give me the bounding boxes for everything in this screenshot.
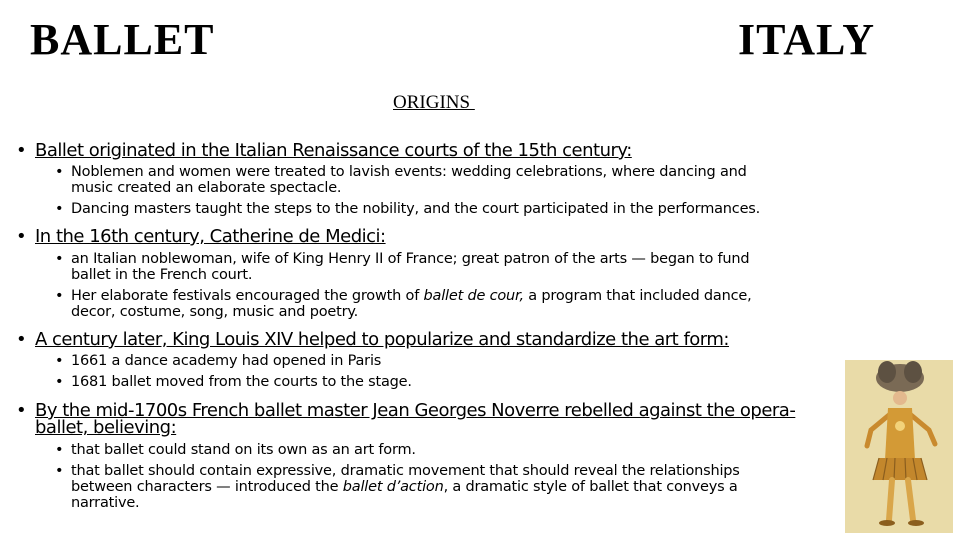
sub-bullet-line: ballet in the French court. bbox=[71, 267, 253, 283]
subtitle-origins: ORIGINS bbox=[393, 92, 475, 113]
bullet-glyph: • bbox=[55, 353, 64, 369]
bullet-glyph: • bbox=[16, 226, 27, 247]
ballet-de-cour-term: ballet de cour, bbox=[423, 288, 524, 304]
sub-bullet-line: Dancing masters taught the steps to the nobility, and the court participated in the performances. bbox=[71, 201, 761, 217]
portrait-illustration bbox=[845, 360, 953, 533]
sub-bullet-line: 1661 a dance academy had opened in Paris bbox=[71, 353, 382, 369]
title-ballet: BALLET bbox=[30, 15, 215, 64]
bullet-text: Ballet originated in the Italian Renaissance courts of the 15th century: bbox=[35, 140, 632, 161]
sub-bullet-line: decor, costume, song, music and poetry. bbox=[71, 304, 359, 320]
bullet-glyph: • bbox=[55, 374, 64, 390]
ballet-daction-term: ballet d’action bbox=[342, 479, 444, 495]
bullet-text: By the mid-1700s French ballet master Jean Georges Noverre rebelled against the opera- bbox=[35, 400, 796, 421]
sub-bullet-line: a program that included dance, bbox=[523, 288, 752, 304]
sub-bullet-line: between characters — introduced the bbox=[71, 479, 343, 495]
title-italy: ITALY bbox=[738, 15, 876, 64]
sub-bullet-line: Noblemen and women were treated to lavish events: wedding celebrations, where dancing and bbox=[71, 164, 747, 180]
louis-xiv-ballet-costume-portrait bbox=[845, 360, 953, 533]
bullet-glyph: • bbox=[55, 442, 64, 458]
bullet-glyph: • bbox=[55, 463, 64, 479]
bullet-text: ballet, believing: bbox=[35, 417, 177, 438]
bullet-glyph: • bbox=[55, 201, 64, 217]
bullet-glyph: • bbox=[55, 251, 64, 267]
sub-bullet-line: an Italian noblewoman, wife of King Henry II of France; great patron of the arts — began to fund bbox=[71, 251, 750, 267]
sub-bullet-line: , a dramatic style of ballet that conveys a bbox=[443, 479, 738, 495]
bullet-glyph: • bbox=[16, 140, 27, 161]
bullet-text: In the 16th century, Catherine de Medici: bbox=[35, 226, 386, 247]
bullet-glyph: • bbox=[16, 329, 27, 350]
bullet-glyph: • bbox=[55, 288, 64, 304]
bullet-glyph: • bbox=[55, 164, 64, 180]
sub-bullet-line: that ballet could stand on its own as an art form. bbox=[71, 442, 416, 458]
sub-bullet-line: music created an elaborate spectacle. bbox=[71, 180, 342, 196]
sub-bullet-line: narrative. bbox=[71, 495, 140, 511]
sub-bullet-line: that ballet should contain expressive, dramatic movement that should reveal the relationships bbox=[71, 463, 740, 479]
bullet-glyph: • bbox=[16, 400, 27, 421]
bullet-text: A century later, King Louis XIV helped to popularize and standardize the art form: bbox=[35, 329, 729, 350]
sub-bullet-line: Her elaborate festivals encouraged the growth of bbox=[71, 288, 424, 304]
sub-bullet-line: 1681 ballet moved from the courts to the stage. bbox=[71, 374, 412, 390]
